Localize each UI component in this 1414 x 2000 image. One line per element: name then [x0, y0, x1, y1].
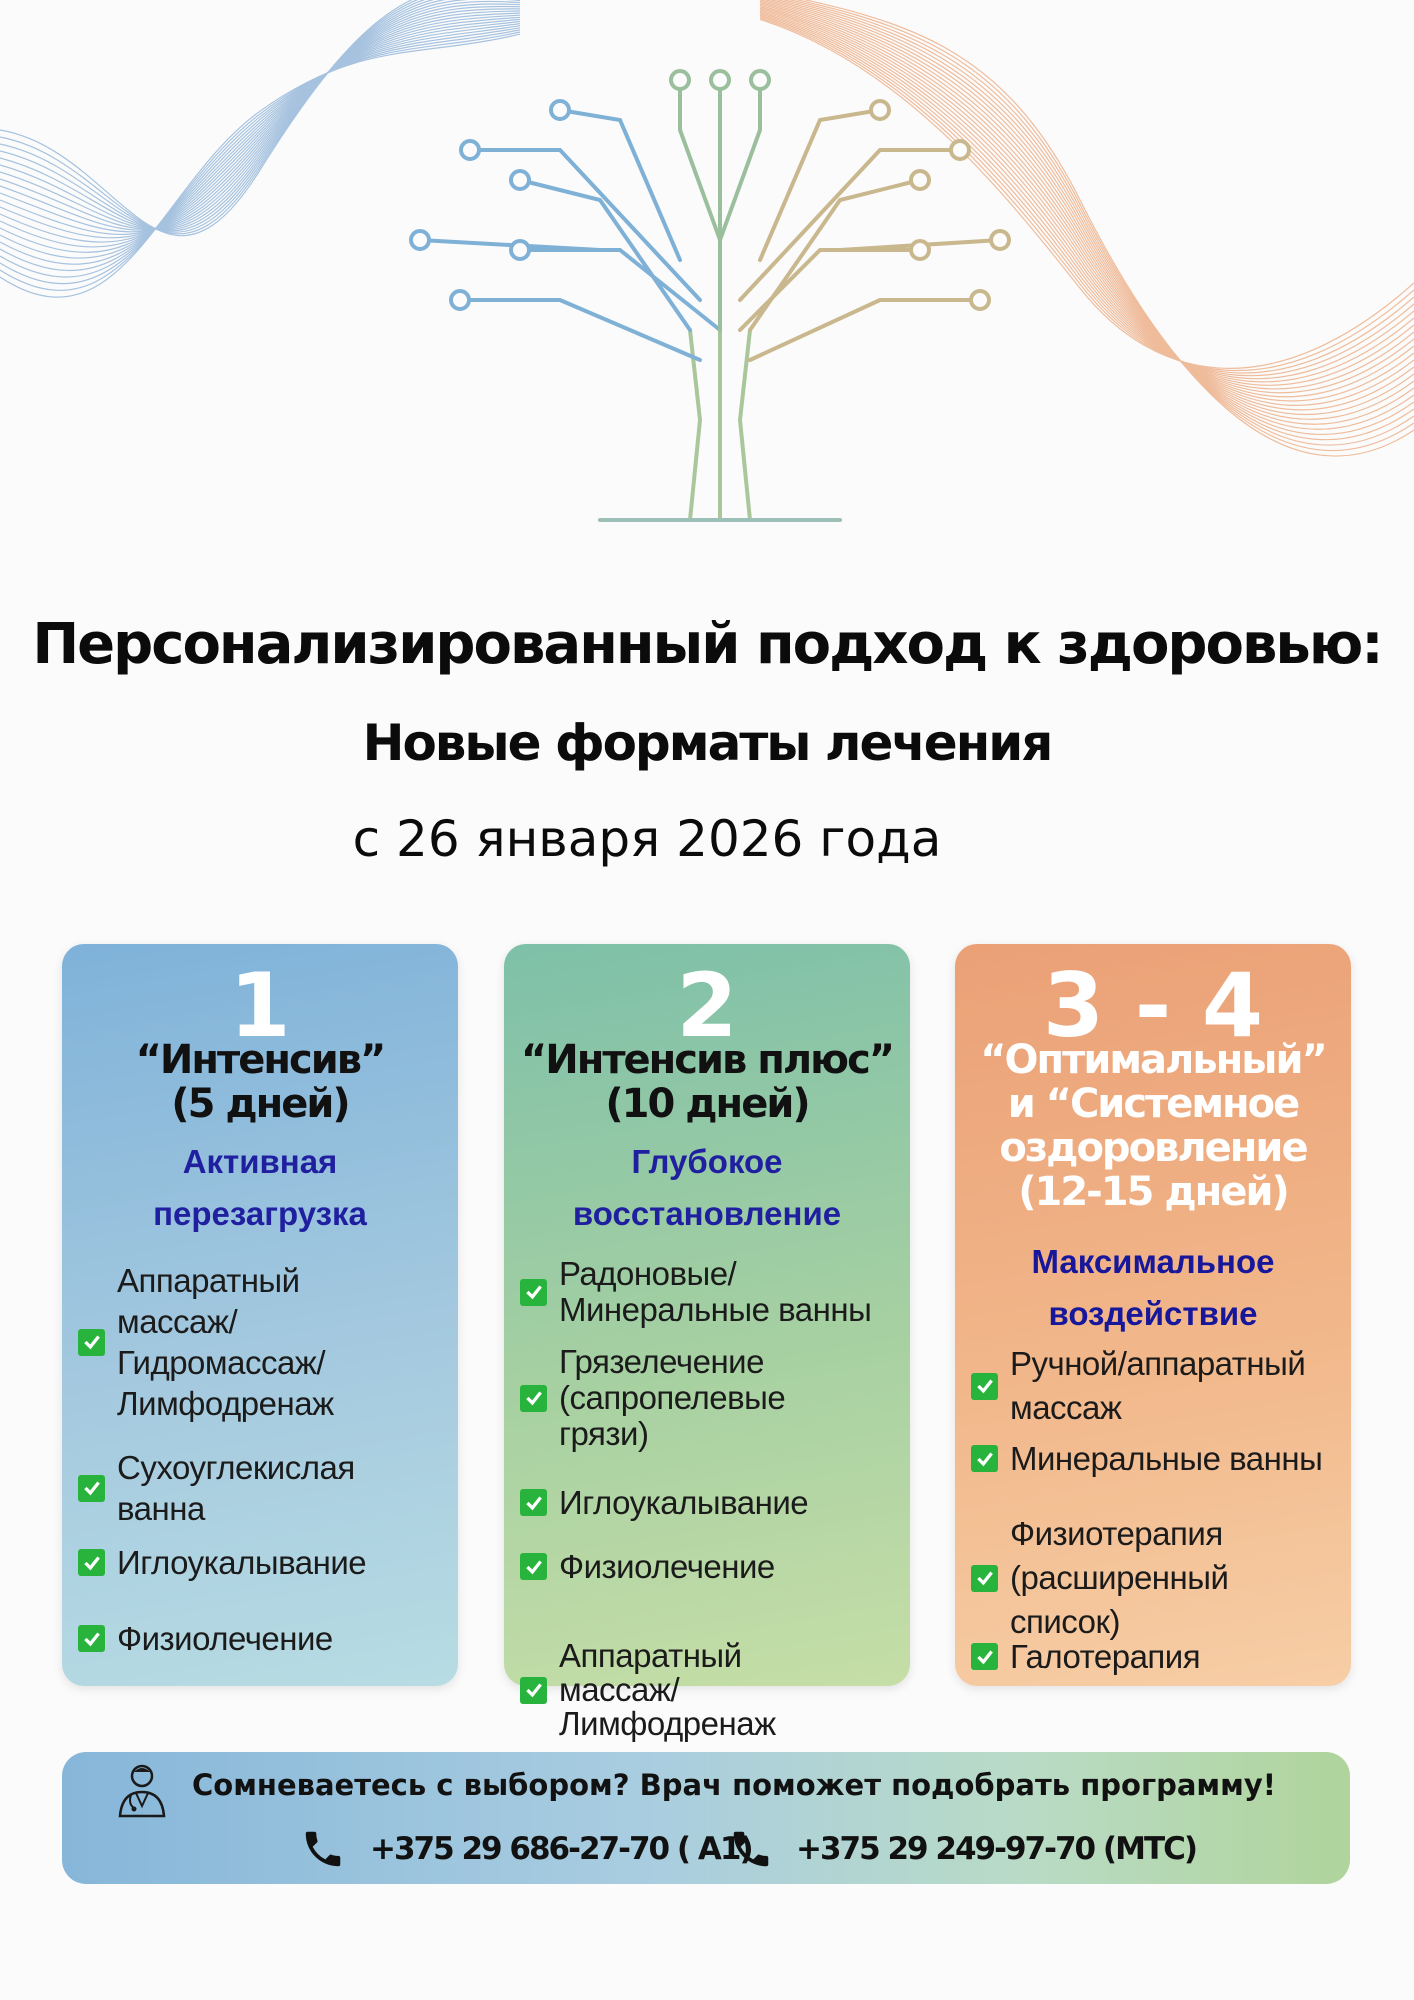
program-tagline: [504, 1136, 910, 1240]
program-card-intensive: [62, 944, 458, 1686]
list-item: [971, 1438, 1347, 1479]
item-text: Минеральные ванны: [559, 1291, 872, 1328]
page-title: Персонализированный подход к здоровью:: [32, 612, 1382, 677]
list-item: [78, 1542, 454, 1583]
tagline-line: восстановление: [572, 1195, 842, 1232]
checkmark-icon: [971, 1445, 998, 1472]
item-text: грязи): [559, 1415, 649, 1452]
item-text: Радоновые/: [559, 1255, 737, 1292]
item-text: список): [1010, 1603, 1120, 1640]
program-card-optimal: [955, 944, 1351, 1686]
checkmark-icon: [78, 1625, 105, 1652]
tagline-line: Максимальное: [1031, 1243, 1275, 1280]
program-name-line: “Оптимальный”: [980, 1037, 1326, 1083]
item-text: Иглоукалывание: [559, 1484, 809, 1521]
circuit-tree-logo: [411, 71, 1009, 520]
list-item: [520, 1344, 906, 1452]
checkmark-icon: [520, 1489, 547, 1516]
item-text: Аппаратный: [117, 1262, 300, 1299]
checkmark-icon: [78, 1549, 105, 1576]
checkmark-icon: [971, 1565, 998, 1592]
tagline-line: перезагрузка: [153, 1195, 367, 1232]
checkmark-icon: [971, 1643, 998, 1670]
checkmark-icon: [520, 1553, 547, 1580]
list-item: [78, 1618, 454, 1659]
list-item: [971, 1342, 1347, 1430]
phone-icon: [728, 1826, 774, 1872]
list-item: [520, 1579, 906, 1741]
orange-wave-decoration: [760, 0, 1414, 456]
item-text: Физиотерапия: [1010, 1515, 1223, 1552]
item-text: Физиолечение: [559, 1548, 775, 1585]
program-name-line: “Интенсив”: [135, 1037, 385, 1083]
program-name-line: (5 дней): [171, 1081, 349, 1127]
program-tagline: [955, 1236, 1351, 1340]
program-heading: [504, 1038, 910, 1240]
phone-number-a1[interactable]: +375 29 686-27-70 ( A1): [370, 1831, 752, 1867]
tagline-line: Активная: [182, 1143, 338, 1180]
program-number: 1: [229, 954, 291, 1057]
item-text: Ручной/аппаратный: [1010, 1345, 1306, 1382]
item-text: Аппаратный: [559, 1637, 742, 1674]
item-text: ванна: [117, 1490, 205, 1527]
program-tagline: [62, 1136, 458, 1240]
list-item: [78, 1260, 454, 1424]
program-name-line: и “Системное: [1007, 1081, 1299, 1127]
program-heading: [62, 1038, 458, 1240]
checkmark-icon: [78, 1329, 105, 1356]
list-item: [971, 1636, 1347, 1677]
consultation-question: Сомневаетесь с выбором? Врач поможет подобрать программу!: [192, 1768, 1276, 1802]
item-text: Галотерапия: [1010, 1638, 1201, 1675]
list-item: [78, 1447, 454, 1529]
item-text: массаж/: [117, 1303, 238, 1340]
program-heading: [955, 1038, 1351, 1340]
phone-icon: [300, 1826, 346, 1872]
page-subtitle: Новые форматы лечения: [362, 714, 1052, 772]
program-number: 3 - 4: [1042, 954, 1264, 1057]
start-date: с 26 января 2026 года: [352, 810, 942, 868]
item-text: массаж: [1010, 1389, 1122, 1426]
doctor-icon: [116, 1762, 168, 1818]
program-name-line: “Интенсив плюс”: [520, 1037, 894, 1083]
item-text: (сапропелевые: [559, 1379, 786, 1416]
program-name-line: (12-15 дней): [1018, 1169, 1288, 1215]
consultation-banner: [62, 1752, 1350, 1884]
checkmark-icon: [971, 1373, 998, 1400]
tagline-line: воздействие: [1048, 1295, 1258, 1332]
item-text: Грязелечение: [559, 1343, 764, 1380]
program-name-line: оздоровление: [999, 1125, 1307, 1171]
list-item: [520, 1482, 906, 1523]
item-text: Минеральные ванны: [1010, 1440, 1323, 1477]
list-item: [520, 1256, 906, 1328]
item-text: Сухоуглекислая: [117, 1449, 355, 1486]
checkmark-icon: [520, 1385, 547, 1412]
blue-wave-decoration: [0, 0, 520, 297]
phone-number-mts[interactable]: +375 29 249-97-70 (МТС): [796, 1831, 1197, 1867]
checkmark-icon: [78, 1475, 105, 1502]
item-text: (расширенный: [1010, 1559, 1229, 1596]
item-text: Гидромассаж/: [117, 1344, 326, 1381]
checkmark-icon: [520, 1677, 547, 1704]
checkmark-icon: [520, 1279, 547, 1306]
item-text: Лимфодренаж: [117, 1385, 334, 1422]
program-number: 2: [676, 954, 738, 1057]
item-text: Лимфодренаж: [559, 1705, 776, 1742]
program-name-line: (10 дней): [605, 1081, 809, 1127]
item-text: массаж/: [559, 1671, 680, 1708]
item-text: Иглоукалывание: [117, 1544, 367, 1581]
list-item: [971, 1512, 1347, 1644]
tagline-line: Глубокое: [631, 1143, 783, 1180]
program-card-intensive-plus: [504, 944, 910, 1742]
item-text: Физиолечение: [117, 1620, 333, 1657]
